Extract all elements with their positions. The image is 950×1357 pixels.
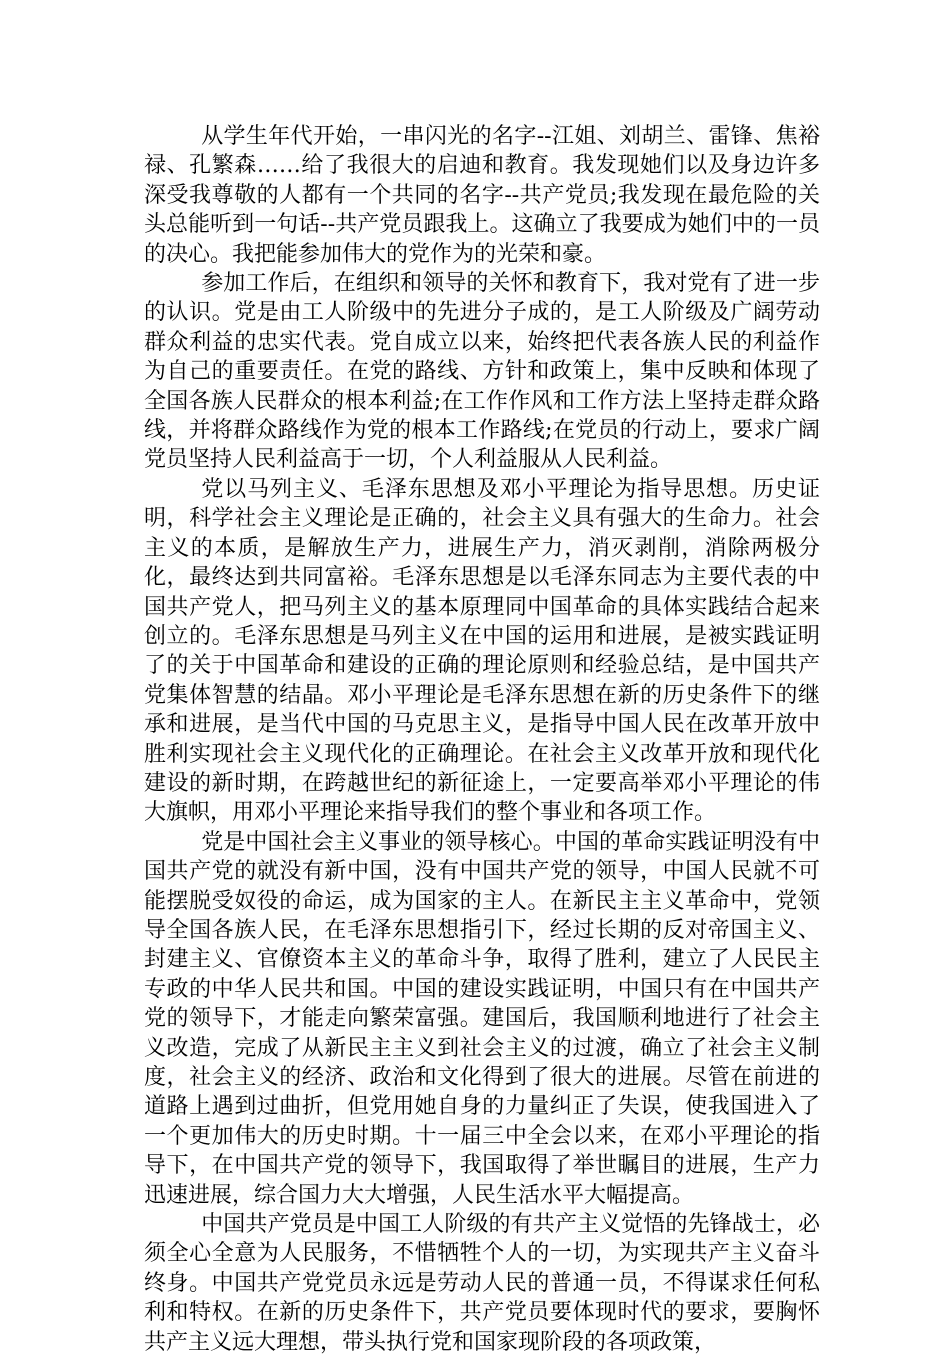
paragraph-2: 参加工作后，在组织和领导的关怀和教育下，我对党有了进一步的认识。党是由工人阶级中的先进分子成的，是工人阶级及广阔劳动群众利益的忠实代表。党自成立以来，始终把代表各族人民的利益作为自己的重要责任。在党的路线、方针和政策上，集中反映和体现了全国各族人民群众的根本利益;在工作作风和工作方法上坚持走群众路线，并将群众路线作为党的根本工作路线;在党员的行动上，要求广阔党员坚持人民利益高于一切，个人利益服从人民利益。	[144, 271, 820, 473]
paragraph-3: 党以马列主义、毛泽东思想及邓小平理论为指导思想。历史证明，科学社会主义理论是正确的，社会主义具有强大的生命力。社会主义的本质，是解放生产力，进展生产力，消灭剥削，消除两极分化，最终达到共同富裕。毛泽东思想是以毛泽东同志为主要代表的中国共产党人，把马列主义的基本原理同中国革命的具体实践结合起来创立的。毛泽东思想是马列主义在中国的运用和进展，是被实践证明了的关于中国革命和建设的正确的理论原则和经验总结，是中国共产党集体智慧的结晶。邓小平理论是毛泽东思想在新的历史条件下的继承和进展，是当代中国的马克思主义，是指导中国人民在改革开放中胜利实现社会主义现代化的正确理论。在社会主义改革开放和现代化建设的新时期，在跨越世纪的新征途上，一定要高举邓小平理论的伟大旗帜，用邓小平理论来指导我们的整个事业和各项工作。	[144, 476, 820, 826]
paragraph-4: 党是中国社会主义事业的领导核心。中国的革命实践证明没有中国共产党的就没有新中国，没有中国共产党的领导，中国人民就不可能摆脱受奴役的命运，成为国家的主人。在新民主主义革命中，党领导全国各族人民，在毛泽东思想指引下，经过长期的反对帝国主义、封建主义、官僚资本主义的革命斗争，取得了胜利，建立了人民民主专政的中华人民共和国。中国的建设实践证明，中国只有在中国共产党的领导下，才能走向繁荣富强。建国后，我国顺利地进行了社会主义改造，完成了从新民主主义到社会主义的过渡，确立了社会主义制度，社会主义的经济、政治和文化得到了很大的进展。尽管在前进的道路上遇到过曲折，但党用她自身的力量纠正了失误，使我国进入了一个更加伟大的历史时期。十一届三中全会以来，在邓小平理论的指导下，在中国共产党的领导下，我国取得了举世瞩目的进展，生产力迅速进展，综合国力大大增强，人民生活水平大幅提高。	[144, 829, 820, 1208]
document-body	[144, 122, 820, 1357]
paragraph-1: 从学生年代开始，一串闪光的名字--江姐、刘胡兰、雷锋、焦裕禄、孔繁森……给了我很大的启迪和教育。我发现她们以及身边许多深受我尊敬的人都有一个共同的名字--共产党员;我发现在最危险的关头总能听到一句话--共产党员跟我上。这确立了我要成为她们中的一员的决心。我把能参加伟大的党作为的光荣和豪。	[144, 124, 820, 267]
paragraph-5: 中国共产党员是中国工人阶级的有共产主义觉悟的先锋战士，必须全心全意为人民服务，不惜牺牲个人的一切，为实现共产主义奋斗终身。中国共产党党员永远是劳动人民的普通一员，不得谋求任何私利和特权。在新的历史条件下，共产党员要体现时代的要求，要胸怀共产主义远大理想，带头执行党和国家现阶段的各项政策，	[144, 1212, 820, 1355]
